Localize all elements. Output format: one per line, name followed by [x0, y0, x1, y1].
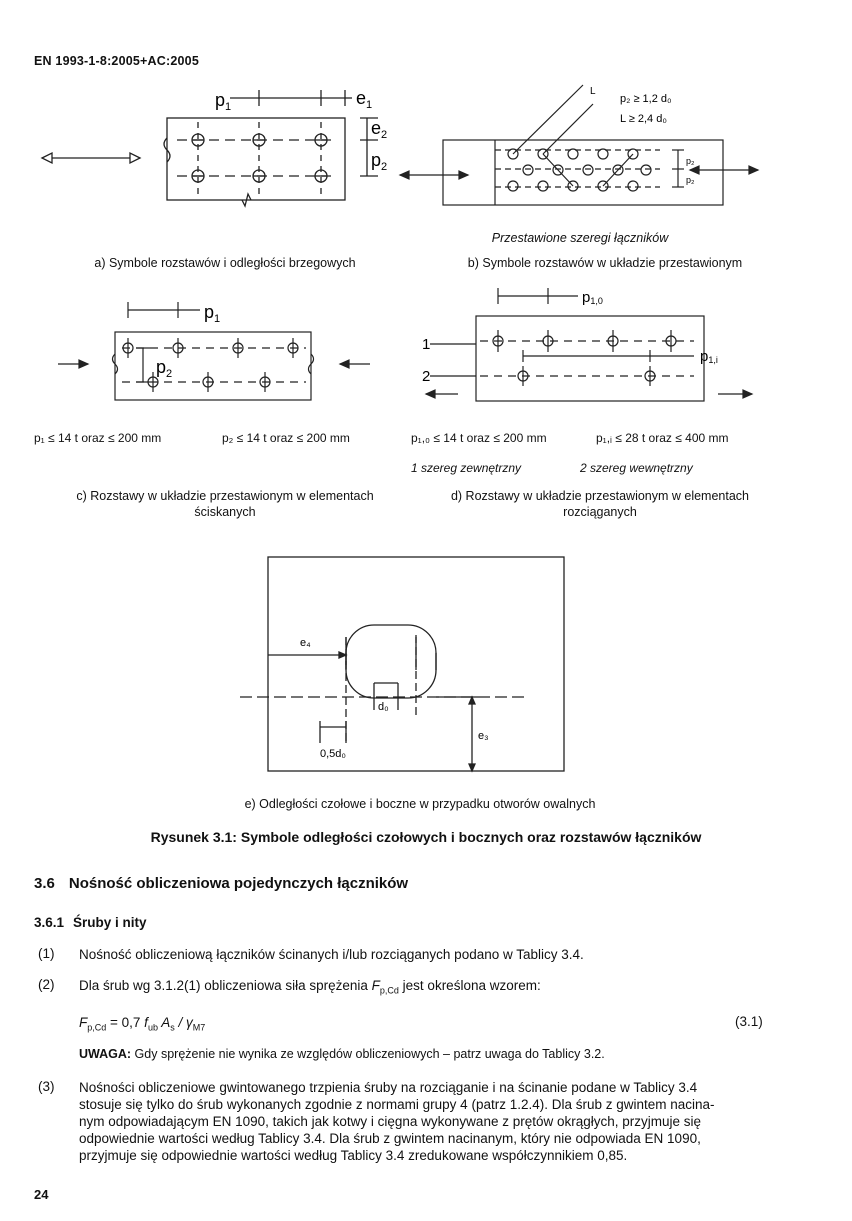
standard-header: EN 1993-1-8:2005+AC:2005	[34, 54, 199, 68]
d-p10-label: p1,0	[582, 289, 603, 306]
d-row2-label: 2	[422, 368, 431, 385]
b-caption: b) Symbole rozstawów w układzie przestawionym	[467, 256, 743, 270]
para-1-number: (1)	[38, 946, 55, 961]
a-e1-label: $e_1$	[356, 88, 373, 111]
figure-d-diagram	[418, 284, 758, 409]
b-L-label: L	[590, 86, 596, 97]
d-legend2: 2 szereg wewnętrzny	[580, 461, 693, 475]
a-e2-label: $e_2$	[371, 118, 388, 141]
b-staggered-label: Przestawione szeregi łączników	[491, 231, 669, 245]
c-cond2: p₂ ≤ 14 t oraz ≤ 200 mm	[222, 431, 350, 445]
page-number: 24	[34, 1187, 49, 1202]
d-legend1: 1 szereg zewnętrzny	[411, 461, 522, 475]
a-p2-label: $p_2$	[371, 150, 388, 173]
a-p1-label: $p_1$	[215, 90, 232, 113]
d-cond1: p₁,₀ ≤ 14 t oraz ≤ 200 mm	[411, 431, 547, 445]
a-caption: a) Symbole rozstawów i odległości brzegowych	[94, 256, 356, 270]
equation-3-1: $F_{p,Cd} = 0,7$ $f_{ub}$ $A_s / \gamma_{M7}$	[79, 1015, 206, 1033]
para-3-number: (3)	[38, 1079, 55, 1094]
para-2-text: Dla śrub wg 3.1.2(1) obliczeniowa siła sprężenia $F_{p,Cd}$ jest określona wzorem:	[79, 978, 541, 996]
figure-a-diagram	[30, 80, 410, 220]
c-caption: c) Rozstawy w układzie przestawionym w elementach ściskanych	[76, 489, 374, 519]
e-d0-label: d₀	[378, 701, 389, 713]
b-formula-p2: p₂ ≥ 1,2 d₀	[620, 93, 672, 105]
section-heading: 3.6 Nośność obliczeniowa pojedynczych łączników	[34, 875, 409, 892]
subsection-heading: 3.6.1 Śruby i nity	[34, 915, 147, 930]
c-p1-label: $p_1$	[204, 302, 221, 325]
figure-b-diagram	[398, 80, 818, 215]
equation-number: (3.1)	[735, 1014, 763, 1029]
figure-e-diagram	[238, 545, 598, 785]
e-e4-label: e₄	[300, 637, 311, 649]
e-half-d0-label: 0,5d₀	[320, 748, 346, 760]
c-cond1: p₁ ≤ 14 t oraz ≤ 200 mm	[34, 431, 162, 445]
figure-c-diagram	[50, 292, 380, 412]
para-3-text: Nośności obliczeniowe gwintowanego trzpienia śruby na rozciąganie i na ścinanie podane w Tablicy 3.4 stosuje się tylko do śrub wykonanych zgodnie z normami grupy 4 (patrz 1.2.4). Dla śrub z gwintem nacina- nym odpowiadającym EN 1090, takich jak kotwy i cięgna wykonywane z prętów okrągłych, przyjmuje się odpowiednie wartości według Tablicy 3.4. Dla śrub z gwintem nacinanym, który nie odpowiada EN 1090, przyjmuje się odpowiednie wartości według Tablicy 3.4 zredukowane współczynnikiem 0,85.	[79, 1080, 715, 1163]
para-1-text: Nośność obliczeniową łączników ścinanych i/lub rozciąganych podano w Tablicy 3.4.	[79, 947, 584, 962]
e-e3-label: e₃	[478, 730, 489, 742]
d-row1-label: 1	[422, 336, 431, 353]
para-2-number: (2)	[38, 977, 55, 992]
d-cond2: p₁,ᵢ ≤ 28 t oraz ≤ 400 mm	[596, 431, 729, 445]
b-formula-L: L ≥ 2,4 d₀	[620, 113, 667, 125]
d-p1i-label: p1,i	[700, 348, 718, 365]
c-p2-label: $p_2$	[156, 357, 173, 380]
note: UWAGA: Gdy sprężenie nie wynika ze względów obliczeniowych – patrz uwaga do Tablicy 3.2.	[79, 1047, 605, 1061]
figure-title: Rysunek 3.1: Symbole odległości czołowych i bocznych oraz rozstawów łączników	[150, 829, 702, 845]
e-caption: e) Odległości czołowe i boczne w przypadku otworów owalnych	[244, 797, 596, 811]
b-p2-bottom: p₂	[686, 175, 695, 185]
d-caption: d) Rozstawy w układzie przestawionym w elementach rozciąganych	[450, 489, 750, 519]
b-p2-top: p₂	[686, 156, 695, 166]
